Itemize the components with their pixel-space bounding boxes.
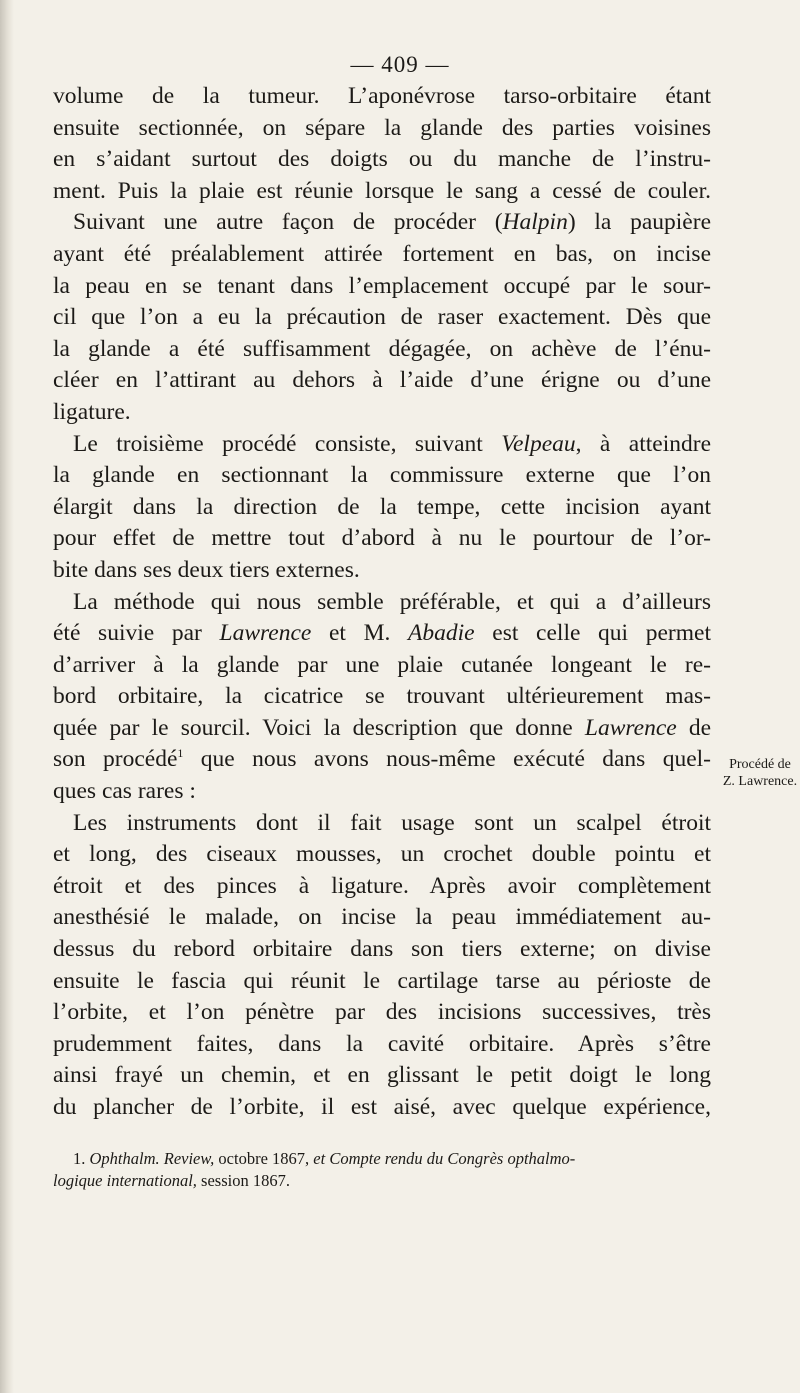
text-line: été suivie par Lawrence et M. Abadie est celle qui permet	[53, 620, 711, 647]
text-line: ainsi frayé un chemin, et en glissant le petit doigt le long	[53, 1062, 711, 1089]
footnote	[53, 1148, 711, 1192]
author-name: Halpin	[502, 209, 568, 236]
body-text	[53, 81, 711, 1124]
text-line: cil que l’on a eu la précaution de raser exactement. Dès que	[53, 304, 711, 331]
text-line: ensuite le fascia qui réunit le cartilage tarse au périoste de	[53, 967, 711, 994]
text-line: la glande en sectionnant la commissure externe que l’on	[53, 462, 711, 489]
text-line: La méthode qui nous semble préférable, et qui a d’ailleurs	[73, 588, 711, 615]
text-line: du plancher de l’orbite, il est aisé, avec quelque expérience,	[53, 1094, 711, 1120]
author-name: Velpeau	[501, 430, 576, 457]
text-line: ment. Puis la plaie est réunie lorsque le sang a cessé de couler.	[53, 177, 711, 204]
text-line: étroit et des pinces à ligature. Après avoir complètement	[53, 872, 711, 899]
text-line: quée par le sourcil. Voici la description que donne Lawrence de	[53, 714, 712, 741]
text-line: d’arriver à la glande par une plaie cutanée longeant le re-	[53, 651, 711, 678]
text-line: la peau en se tenant dans l’emplacement occupé par le sour-	[53, 272, 711, 299]
text-line: pour effet de mettre tout d’abord à nu le pourtour de l’or-	[53, 525, 711, 552]
text-line: ligature.	[53, 398, 131, 425]
text-line: en s’aidant surtout des doigts ou du manche de l’instru-	[53, 146, 711, 173]
text-line: cléer en l’attirant au dehors à l’aide d’une érigne ou d’une	[53, 367, 711, 394]
page-edge-shadow	[0, 0, 14, 1393]
footnote-ref: 1	[177, 746, 184, 761]
text-line: ensuite sectionnée, on sépare la glande des parties voisines	[53, 114, 711, 141]
text-line: anesthésié le malade, on incise la peau immédiatement au-	[53, 904, 711, 931]
margin-note	[722, 756, 798, 790]
text-line: bite dans ses deux tiers externes.	[53, 556, 360, 583]
author-name: Lawrence	[219, 620, 312, 647]
text-line: Les instruments dont il fait usage sont un scalpel étroit	[73, 809, 711, 836]
text-line: l’orbite, et l’on pénètre par des incisions successives, très	[53, 999, 711, 1026]
text-line: ayant été préalablement attirée fortement en bas, on incise	[53, 240, 711, 267]
margin-note-line: Z. Lawrence.	[722, 774, 798, 789]
text-line: dessus du rebord orbitaire dans son tiers externe; on divise	[53, 936, 711, 963]
text-line: ques cas rares :	[53, 778, 196, 805]
text-line: son procédé$^1$ que nous avons nous-même exécuté dans quel-	[53, 746, 712, 773]
text-line: Suivant une autre façon de procéder (Halpin) la paupière	[73, 209, 711, 236]
author-name: Abadie	[408, 620, 475, 647]
text-line: Le troisième procédé consiste, suivant Velpeau, à atteindre	[73, 430, 711, 457]
text-line: la glande a été suffisamment dégagée, on achève de l’énu-	[53, 335, 711, 362]
text-line: volume de la tumeur. L’aponévrose tarso-orbitaire étant	[53, 83, 711, 109]
footnote-line: 1. Ophthalm. Review, octobre 1867, et Compte rendu du Congrès opthalmo-	[73, 1149, 576, 1168]
text-line: bord orbitaire, la cicatrice se trouvant ultérieurement mas-	[53, 683, 711, 710]
text-line: et long, des ciseaux mousses, un crochet double pointu et	[53, 841, 711, 868]
footnote-line: logique international, session 1867.	[53, 1171, 290, 1190]
page-number: — 409 —	[350, 52, 450, 77]
author-name: Lawrence	[584, 714, 677, 741]
margin-note-line: Procédé de	[729, 757, 791, 772]
text-line: élargit dans la direction de la tempe, cette incision ayant	[53, 493, 711, 520]
text-line: prudemment faites, dans la cavité orbitaire. Après s’être	[53, 1030, 711, 1057]
